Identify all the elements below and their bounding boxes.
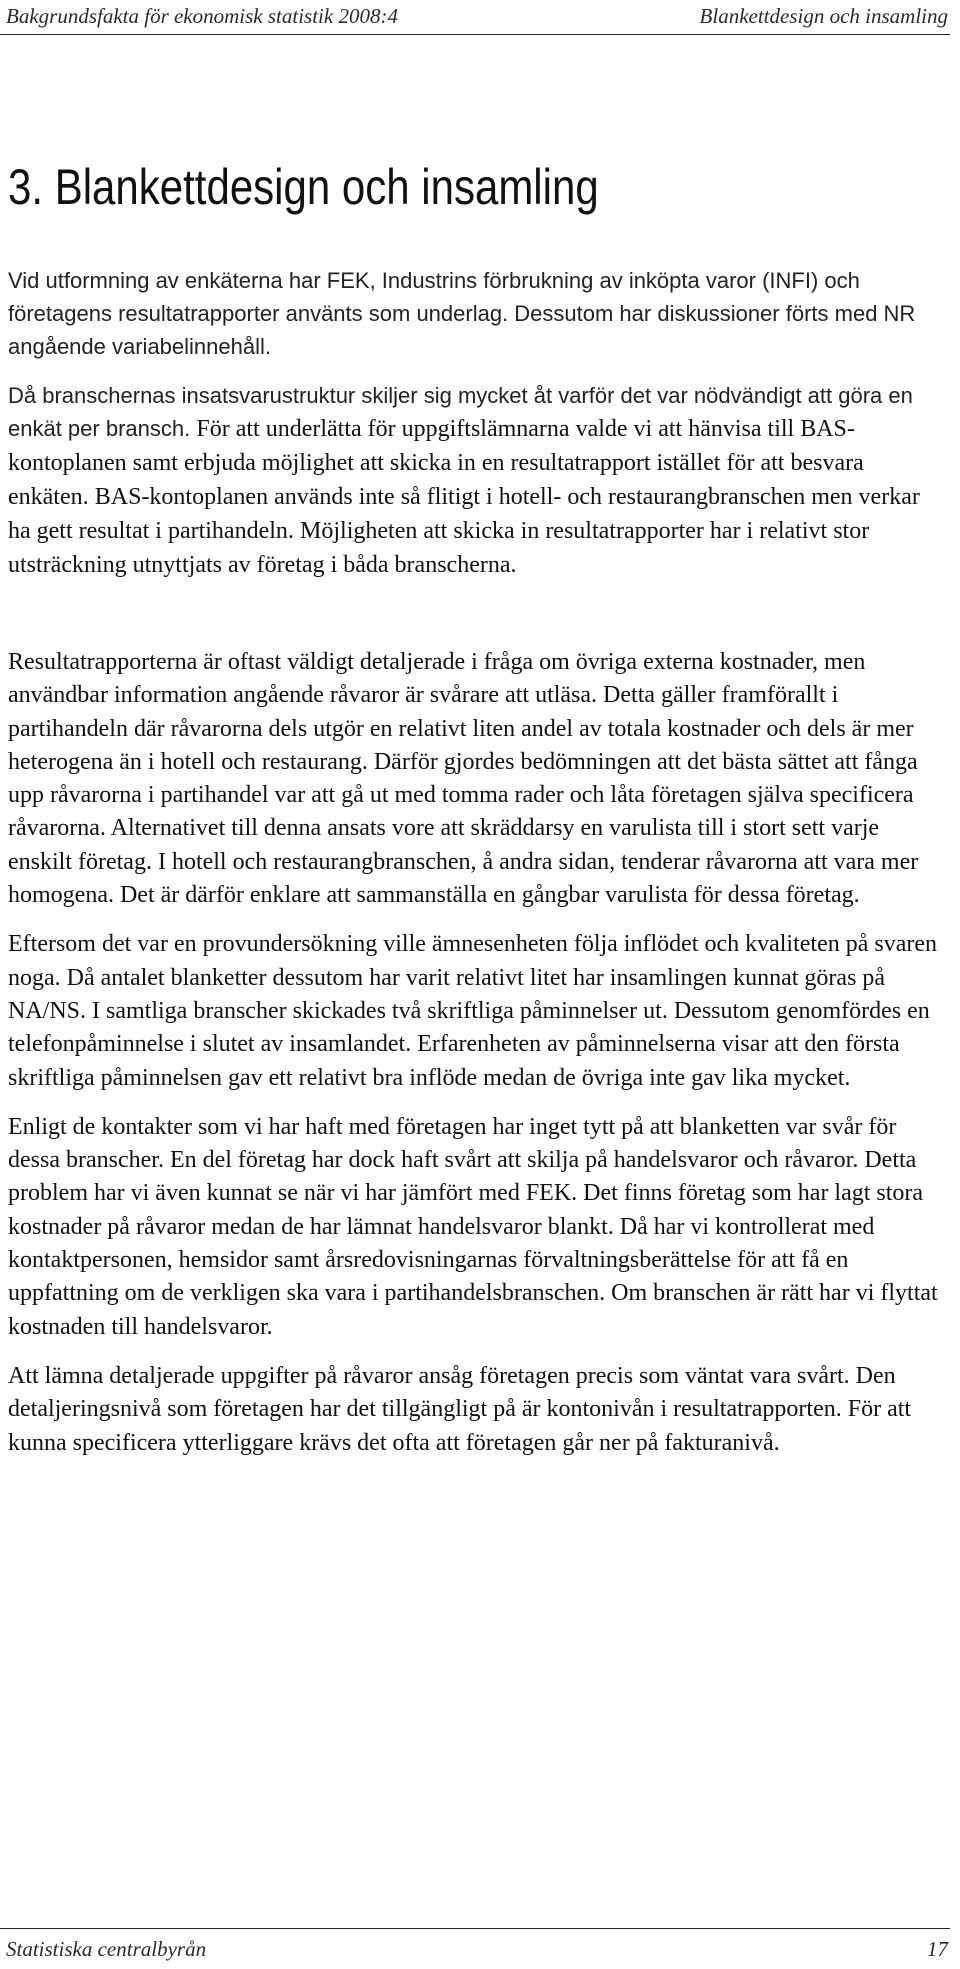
header-publication-title: Bakgrundsfakta för ekonomisk statistik 2008:4 bbox=[6, 4, 398, 28]
paragraph-bas-usage: BAS-kontoplanen används inte så flitigt i hotell- och restaurangbranschen men verkar ha gett resultat i partihandeln. bbox=[8, 484, 920, 544]
chapter-title: 3. Blankettdesign och insamling bbox=[8, 159, 599, 215]
paragraph-raw-materials: Resultatrapporterna är oftast väldigt detaljerade i fråga om övriga externa kostnader, men användbar information angående råvaror är svårare att utläsa. Detta gäller framförallt i partihandeln där råvarorna dels utgör en relativt liten andel av totala kostnader och dels är mer heterogena än i hotell och restaurang. Därför gjordes bedömningen att det bästa sättet att fånga upp råvarorna i partihandel var att gå ut med tomma rader och låta företagen själva specificera råvarorna. Alternativet till denna ansats vore att skräddarsy en varulista till i stort sett varje enskilt företag. I hotell och restaurangbranschen, å andra sidan, tenderar råvarorna att vara mer homogena. Det är därför enklare att sammanställa en gångbar varulista för dessa företag. bbox=[8, 649, 919, 909]
paragraph-bas-help: För att underlätta för uppgiftslämnarna valde vi att hänvisa till BAS-kontoplanen samt erbjuda möjlighet att skicka in en resultatrapport istället för att besvara enkäten. bbox=[8, 416, 864, 510]
paragraph-contacts: Enligt de kontakter som vi har haft med företagen har inget tytt på att blanketten var svår för dessa branscher. En del företag har dock haft svårt att skilja på handelsvaror och råvaror. Detta problem har vi även kunnat se när vi har jämfört med FEK. Det finns företag som har lagt stora kostnader på råvaror medan de har lämnat handelsvaror blankt. Då har vi kontrollerat med kontaktpersonen, hemsidor samt årsredovisningarnas förvaltningsberättelse för att få en uppfattning om de verkligen ska vara i partihandelsbranschen. Om branschen är rätt har vi flyttat kostnaden till handelsvaror. bbox=[8, 1113, 938, 1340]
footer-organization: Statistiska centralbyrån bbox=[6, 1937, 207, 1961]
paragraph-detail-level: Att lämna detaljerade uppgifter på råvaror ansåg företagen precis som väntat vara svårt. Den detaljeringsnivå som företagen har det tillgängligt på är kontonivån i resultatrapporten. För att kunna specificera ytterliggare krävs det ofta att företagen går ner på fakturanivå. bbox=[8, 1362, 912, 1456]
running-header bbox=[0, 4, 950, 35]
paragraph-result-reports: Möjligheten att skicka in resultatrapporter har i relativt stor utsträckning utnyttjats av företag i båda branscherna. bbox=[8, 518, 870, 578]
paragraph-collection: Eftersom det var en provundersökning ville ämnesenheten följa inflödet och kvaliteten på svaren noga. Då antalet blanketter dessutom har varit relativt litet har insamlingen kunnat göras på NA/NS. I samtliga branscher skickades två skriftliga påminnelser ut. Dessutom genomfördes en telefonpåminnelse i slutet av insamlandet. Erfarenheten av påminnelserna visar att den första skriftliga påminnelsen gav ett relativt bra inflöde medan de övriga inte gav lika mycket. bbox=[8, 931, 938, 1091]
body-section bbox=[8, 646, 948, 1476]
paragraph-intro: Vid utformning av enkäterna har FEK, Industrins förbrukning av inköpta varor (INFI) och företagens resultatrapporter använts som underlag. Dessutom har diskussioner förts med NR angående variabelinnehåll. bbox=[8, 268, 916, 359]
paragraph-branch-structure bbox=[8, 379, 948, 582]
intro-section bbox=[8, 264, 948, 582]
paragraph-branch-structure-text: Då branschernas insatsvarustruktur skiljer sig mycket åt varför det var nödvändigt att göra en enkät per bransch. bbox=[8, 383, 913, 441]
header-chapter-name: Blankettdesign och insamling bbox=[699, 4, 948, 28]
running-footer bbox=[0, 1928, 950, 1963]
page-number: 17 bbox=[927, 1937, 948, 1961]
